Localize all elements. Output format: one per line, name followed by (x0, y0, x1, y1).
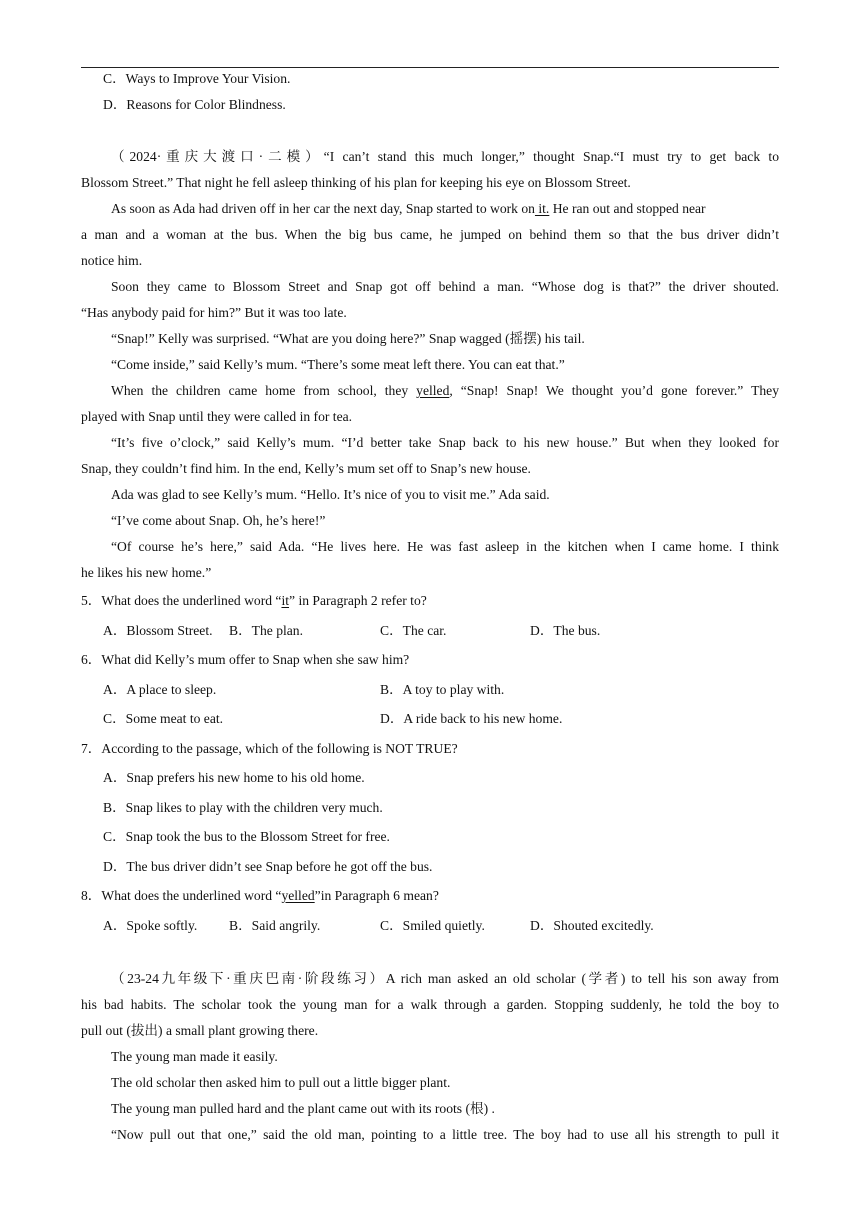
passage1-line: When the children came home from school, they yelled, “Snap! Snap! We thought you’d gone forever.” They (111, 383, 779, 398)
passage1-line: he likes his new home.” (81, 565, 212, 580)
option-a: A．Blossom Street. (103, 622, 213, 638)
passage1-line: Blossom Street.” That night he fell asleep thinking of his plan for keeping his eye on Blossom Street. (81, 175, 631, 190)
passage2-line: pull out (拔出) a small plant growing there. (81, 1023, 319, 1038)
passage1-line: “Snap!” Kelly was surprised. “What are you doing here?” Snap wagged (摇摆) his tail. (111, 331, 585, 346)
option-b: B．The plan. (229, 622, 303, 638)
question-7: 7．According to the passage, which of the following is NOT TRUE? (81, 740, 458, 756)
option-c: C．Snap took the bus to the Blossom Street for free. (103, 829, 390, 844)
question-6-options-row2 (81, 704, 779, 734)
passage1-line: “Of course he’s here,” said Ada. “He lives here. He was fast asleep in the kitchen when I came home. I think (111, 539, 779, 554)
option-c: C．The car. (380, 622, 447, 638)
passage2-line: his bad habits. The scholar took the young man for a walk through a garden. Stopping suddenly, he told the boy to (81, 997, 779, 1012)
passage1-source: （2024·重庆大渡口·二模） (111, 149, 324, 164)
option-b: B．A toy to play with. (380, 681, 505, 697)
question-6-options-row1 (81, 675, 779, 705)
passage2-source: （23-24九年级下·重庆巴南·阶段练习） (111, 971, 386, 986)
option-a: A．Snap prefers his new home to his old home. (103, 770, 365, 785)
option-d: D．Shouted excitedly. (530, 917, 654, 933)
question-8-options (81, 911, 779, 941)
question-8: 8．What does the underlined word “yelled”in Paragraph 6 mean? (81, 888, 439, 903)
passage1-line: Soon they came to Blossom Street and Snap got off behind a man. “Whose dog is that?” the driver shouted. (111, 279, 779, 294)
passage2-line: The young man made it easily. (111, 1049, 278, 1064)
option-d: D．The bus. (530, 622, 601, 638)
option-a: A．Spoke softly. (103, 917, 198, 933)
passage1-line: As soon as Ada had driven off in her car the next day, Snap started to work on it. He ran out and stopped near (111, 201, 706, 216)
passage1-line: “I’ve come about Snap. Oh, he’s here!” (111, 513, 326, 528)
option-a: A．A place to sleep. (103, 681, 217, 697)
question-5: 5．What does the underlined word “it” in Paragraph 2 refer to? (81, 593, 427, 608)
option-b: B．Said angrily. (229, 917, 321, 933)
passage1-line: played with Snap until they were called in for tea. (81, 409, 353, 424)
passage1-line: a man and a woman at the bus. When the big bus came, he jumped on behind them so that the bus driver didn’t (81, 227, 779, 242)
passage2-line: The young man pulled hard and the plant came out with its roots (根) . (111, 1101, 495, 1116)
underlined-yelled: yelled (416, 383, 450, 398)
passage2-line: The old scholar then asked him to pull out a little bigger plant. (111, 1075, 451, 1090)
option-c: C．Ways to Improve Your Vision. (103, 71, 291, 86)
option-c: C．Smiled quietly. (380, 917, 485, 933)
option-d: D．Reasons for Color Blindness. (103, 97, 286, 112)
underlined-it: it. (534, 201, 550, 216)
option-b: B．Snap likes to play with the children very much. (103, 799, 383, 815)
passage1-line: notice him. (81, 253, 143, 268)
passage1-line: Ada was glad to see Kelly’s mum. “Hello. It’s nice of you to visit me.” Ada said. (111, 487, 550, 502)
passage1-line: Snap, they couldn’t find him. In the end, Kelly’s mum set off to Snap’s new house. (81, 461, 531, 476)
passage1-line: “Has anybody paid for him?” But it was too late. (81, 305, 347, 320)
option-c: C．Some meat to eat. (103, 711, 224, 726)
option-d: D．A ride back to his new home. (380, 711, 563, 726)
passage1-line: “It’s five o’clock,” said Kelly’s mum. “I’d better take Snap back to his new house.” But when they looked for (111, 435, 779, 450)
passage2-line: “Now pull out that one,” said the old man, pointing to a little tree. The boy had to use all his strength to pull it (111, 1127, 779, 1142)
document-page (81, 66, 779, 1148)
option-d: D．The bus driver didn’t see Snap before he got off the bus. (103, 858, 433, 874)
passage1-line: （2024·重庆大渡口·二模）“I can’t stand this much longer,” thought Snap.“I must try to get back to (111, 149, 779, 164)
question-6: 6．What did Kelly’s mum offer to Snap when she saw him? (81, 652, 410, 667)
question-5-options (81, 616, 779, 646)
passage2-line: （23-24九年级下·重庆巴南·阶段练习）A rich man asked an old scholar (学者) to tell his son away from (111, 971, 779, 986)
passage1-line: “Come inside,” said Kelly’s mum. “There’s some meat left there. You can eat that.” (111, 357, 565, 372)
